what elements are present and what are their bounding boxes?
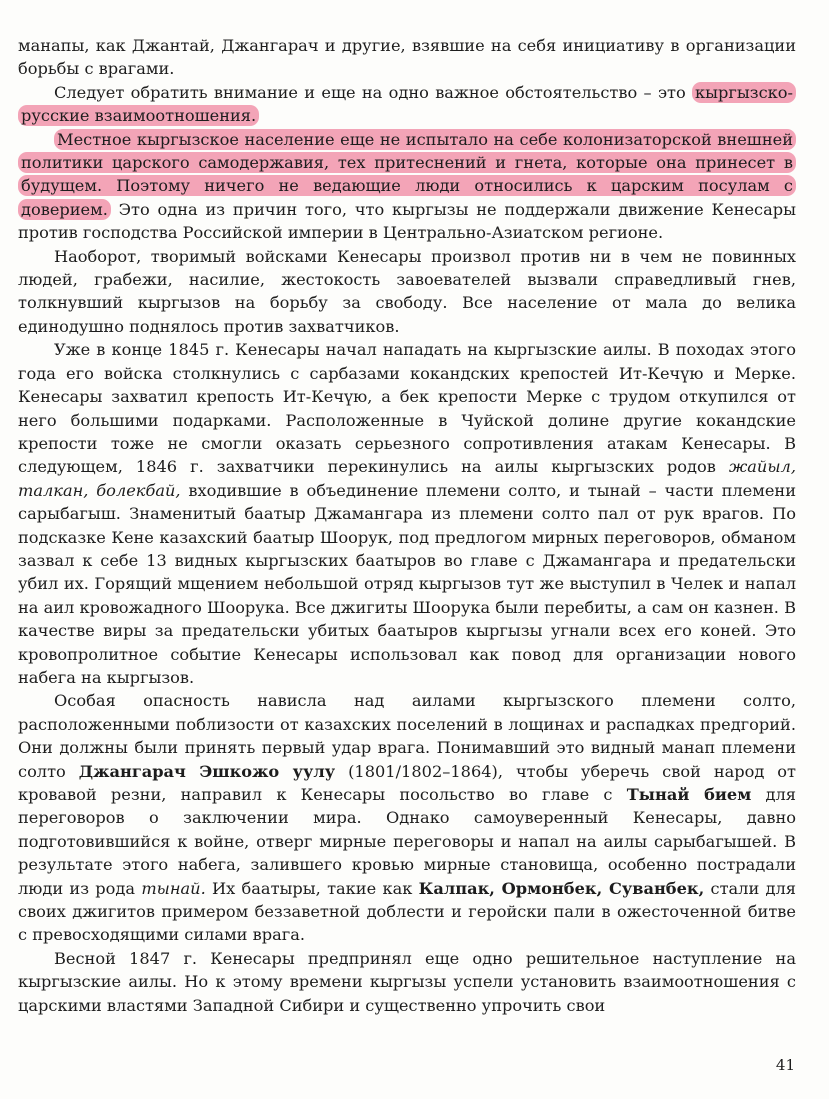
paragraph-4-text: Наоборот, творимый войсками Кенесары произвол против ни в чем не повинных людей, грабежи, насилие, жестокость завоевателей вызвали справедливый гнев, толкнувший кыргызов на борьбу за свободу. Все население от мала до велика единодушно поднялось против захватчиков. bbox=[18, 246, 796, 336]
paragraph-6-text-e: стали для своих джигитов примером беззаветной доблести и геройски пали в ожесточенной битве с превосходящими силами врага. bbox=[18, 878, 796, 945]
clan-names-italic: жайыл, талкан, болекбай, bbox=[18, 457, 796, 500]
highlight-relations: кыргызско-русские взаимоотношения. bbox=[18, 82, 796, 126]
clan-tynai-italic: тынай. bbox=[141, 878, 206, 898]
paragraph-5-text-b: входившие в объединение племени солто, и тынай – части племени сарыбагыш. Знаменитый баатыр Джамангара из племени солто пал от рук врагов. По подсказке Кене казахский баатыр Шоорук, под предлогом мирных переговоров, обманом зазвал к себе 13 видных кыргызских баатыров во главе с Джамангара и предательски убил их. Горящий мщением небольшой отряд кыргызов тут же выступил в Челек и напал на аил кровожадного Шоорука. Все джигиты Шоорука были перебиты, а сам он казнен. В качестве виры за предательски убитых баатыров кыргызы угнали всех его коней. Это кровопролитное событие Кенесары использовал как повод для организации нового набега на кыргызов. bbox=[18, 480, 796, 687]
paragraph-3-text: Это одна из причин того, что кыргызы не поддержали движение Кенесары против господства Российской империи в Центрально-Азиатском регионе. bbox=[18, 199, 796, 243]
batyr-names-bold: Калпак, Ормонбек, Суванбек, bbox=[418, 878, 705, 898]
paragraph-5-text-a: Уже в конце 1845 г. Кенесары начал нападать на кыргызские аилы. В походах этого года его войска столкнулись с сарбазами кокандских крепостей Ит-Кечүю и Мерке. Кенесары захватил крепость Ит-Кечүю, а бек крепости Мерке с трудом откупился от него большими подарками. Расположенные в Чуйской долине другие кокандские крепости тоже не смогли оказать серьезного сопротивления атакам Кенесары. В следующем, 1846 г. захватчики перекинулись на аилы кыргызских родов bbox=[18, 340, 796, 477]
paragraph-7-text: Весной 1847 г. Кенесары предпринял еще одно решительное наступление на кыргызские аилы. Но к этому времени кыргызы успели установить взаимоотношения с царскими властями Западной Сибири и существенно упрочить свои bbox=[18, 948, 796, 1015]
paragraph-2 bbox=[18, 81, 796, 128]
page-number: 41 bbox=[775, 1056, 795, 1074]
paragraph-4 bbox=[18, 245, 796, 339]
paragraph-6-text-d: Их баатыры, такие как bbox=[205, 878, 419, 898]
paragraph-3 bbox=[18, 128, 796, 245]
highlight-population: Местное кыргызское население еще не испытало на себе колонизаторской внешней политики царского самодержавия, тех притеснений и гнета, которые она принесет в будущем. Поэтому ничего не ведающие люди относились к царским посулам с доверием. bbox=[18, 129, 796, 220]
paragraph-6 bbox=[18, 689, 796, 946]
paragraph-6-text-b: (1801/1802–1864), чтобы уберечь свой народ от кровавой резни, направил к Кенесары посольство во главе с bbox=[18, 761, 796, 804]
name-tynai-bold: Тынай бием bbox=[626, 785, 752, 804]
paragraph-1-text: манапы, как Джантай, Джангарач и другие, взявшие на себя инициативу в организации борьбы с врагами. bbox=[18, 36, 796, 79]
paragraph-5 bbox=[18, 338, 796, 689]
name-dzhangarach-bold: Джангарач Эшкожо уулу bbox=[78, 761, 336, 781]
paragraph-7 bbox=[18, 947, 796, 1017]
page-body-text bbox=[18, 34, 796, 1017]
paragraph-6-text-a: Особая опасность нависла над аилами кыргызского племени солто, расположенными поблизости от казахских поселений в лощинах и распадках предгорий. Они должны были принять первый удар врага. Понимавший это видный манап племени солто bbox=[18, 691, 796, 781]
paragraph-1 bbox=[18, 34, 796, 81]
paragraph-6-text-c: для переговоров о заключении мира. Однако самоуверенный Кенесары, давно подготовившийся к войне, отверг мирные переговоры и напал на аилы сарыбагышей. В результате этого набега, залившего кровью мирные становища, особенно пострадали люди из рода bbox=[18, 785, 796, 898]
paragraph-2-text: Следует обратить внимание и еще на одно важное обстоятельство – это bbox=[54, 82, 693, 102]
